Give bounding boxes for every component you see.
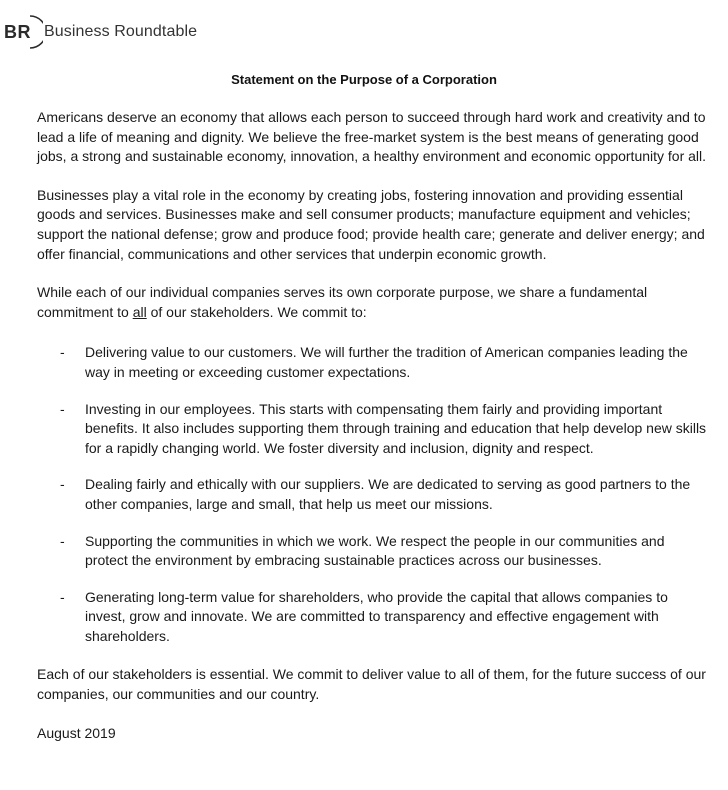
bullet-dash: -	[60, 476, 65, 493]
paragraph-business-role: Businesses play a vital role in the economy by creating jobs, fostering innovation and providing essential goods and services. Businesses make and sell consumer products; manufacture equipment and vehicles; support the national defense; grow and produce food; provide health care; generate and deliver energy; and offer financial, communications and other services that underpin economic growth.	[37, 186, 705, 262]
stakeholder-commitments-list	[37, 343, 709, 646]
paragraph-closing: Each of our stakeholders is essential. We commit to deliver value to all of them, for the future success of our companies, our communities and our country.	[37, 666, 706, 703]
brand-logo	[3, 14, 197, 50]
bullet-dash: -	[60, 400, 65, 417]
logo-mark-letters: BR	[4, 22, 31, 42]
commitment-text-start: While each of our individual companies serves its own corporate purpose, we share a fundamental commitment to	[37, 284, 648, 320]
list-item	[37, 532, 709, 571]
list-item	[37, 588, 709, 647]
list-item-text: Supporting the communities in which we work. We respect the people in our communities and protect the environment by embracing sustainable practices across our businesses.	[85, 532, 665, 569]
list-item-text: Generating long-term value for shareholders, who provide the capital that allows companies to invest, grow and innovate. We are committed to transparency and effective engagement with shareholders.	[85, 588, 668, 644]
list-item	[37, 343, 709, 382]
list-item	[37, 400, 709, 459]
list-item	[37, 475, 709, 514]
list-item-text: Delivering value to our customers. We will further the tradition of American companies leading the way in meeting or exceeding customer expectations.	[85, 344, 688, 380]
list-item-text: Investing in our employees. This starts with compensating them fairly and providing important benefits. It also includes supporting them through training and education that help develop new skills for a rapidly changing world. We foster diversity and inclusion, dignity and respect.	[85, 400, 707, 456]
commitment-text-end: of our stakeholders. We commit to:	[146, 303, 367, 320]
document-date: August 2019	[37, 724, 116, 741]
document-body	[37, 108, 709, 743]
paragraph-commitment	[37, 283, 709, 322]
document-title: Statement on the Purpose of a Corporation	[231, 72, 497, 87]
bullet-dash: -	[60, 588, 65, 605]
logo-arc-icon	[27, 14, 43, 50]
paragraph-intro: Americans deserve an economy that allows each person to succeed through hard work and creativity and to lead a life of meaning and dignity. We believe the free-market system is the best means of generating good jobs, a strong and sustainable economy, innovation, a healthy environment and economic opportunity for all.	[37, 109, 707, 165]
bullet-dash: -	[60, 344, 65, 361]
commitment-emphasis: all	[132, 303, 147, 320]
organization-name: Business Roundtable	[44, 23, 198, 40]
bullet-dash: -	[60, 532, 65, 549]
list-item-text: Dealing fairly and ethically with our suppliers. We are dedicated to serving as good partners to the other companies, large and small, that help us meet our missions.	[85, 476, 691, 512]
br-logo-mark	[3, 14, 43, 50]
